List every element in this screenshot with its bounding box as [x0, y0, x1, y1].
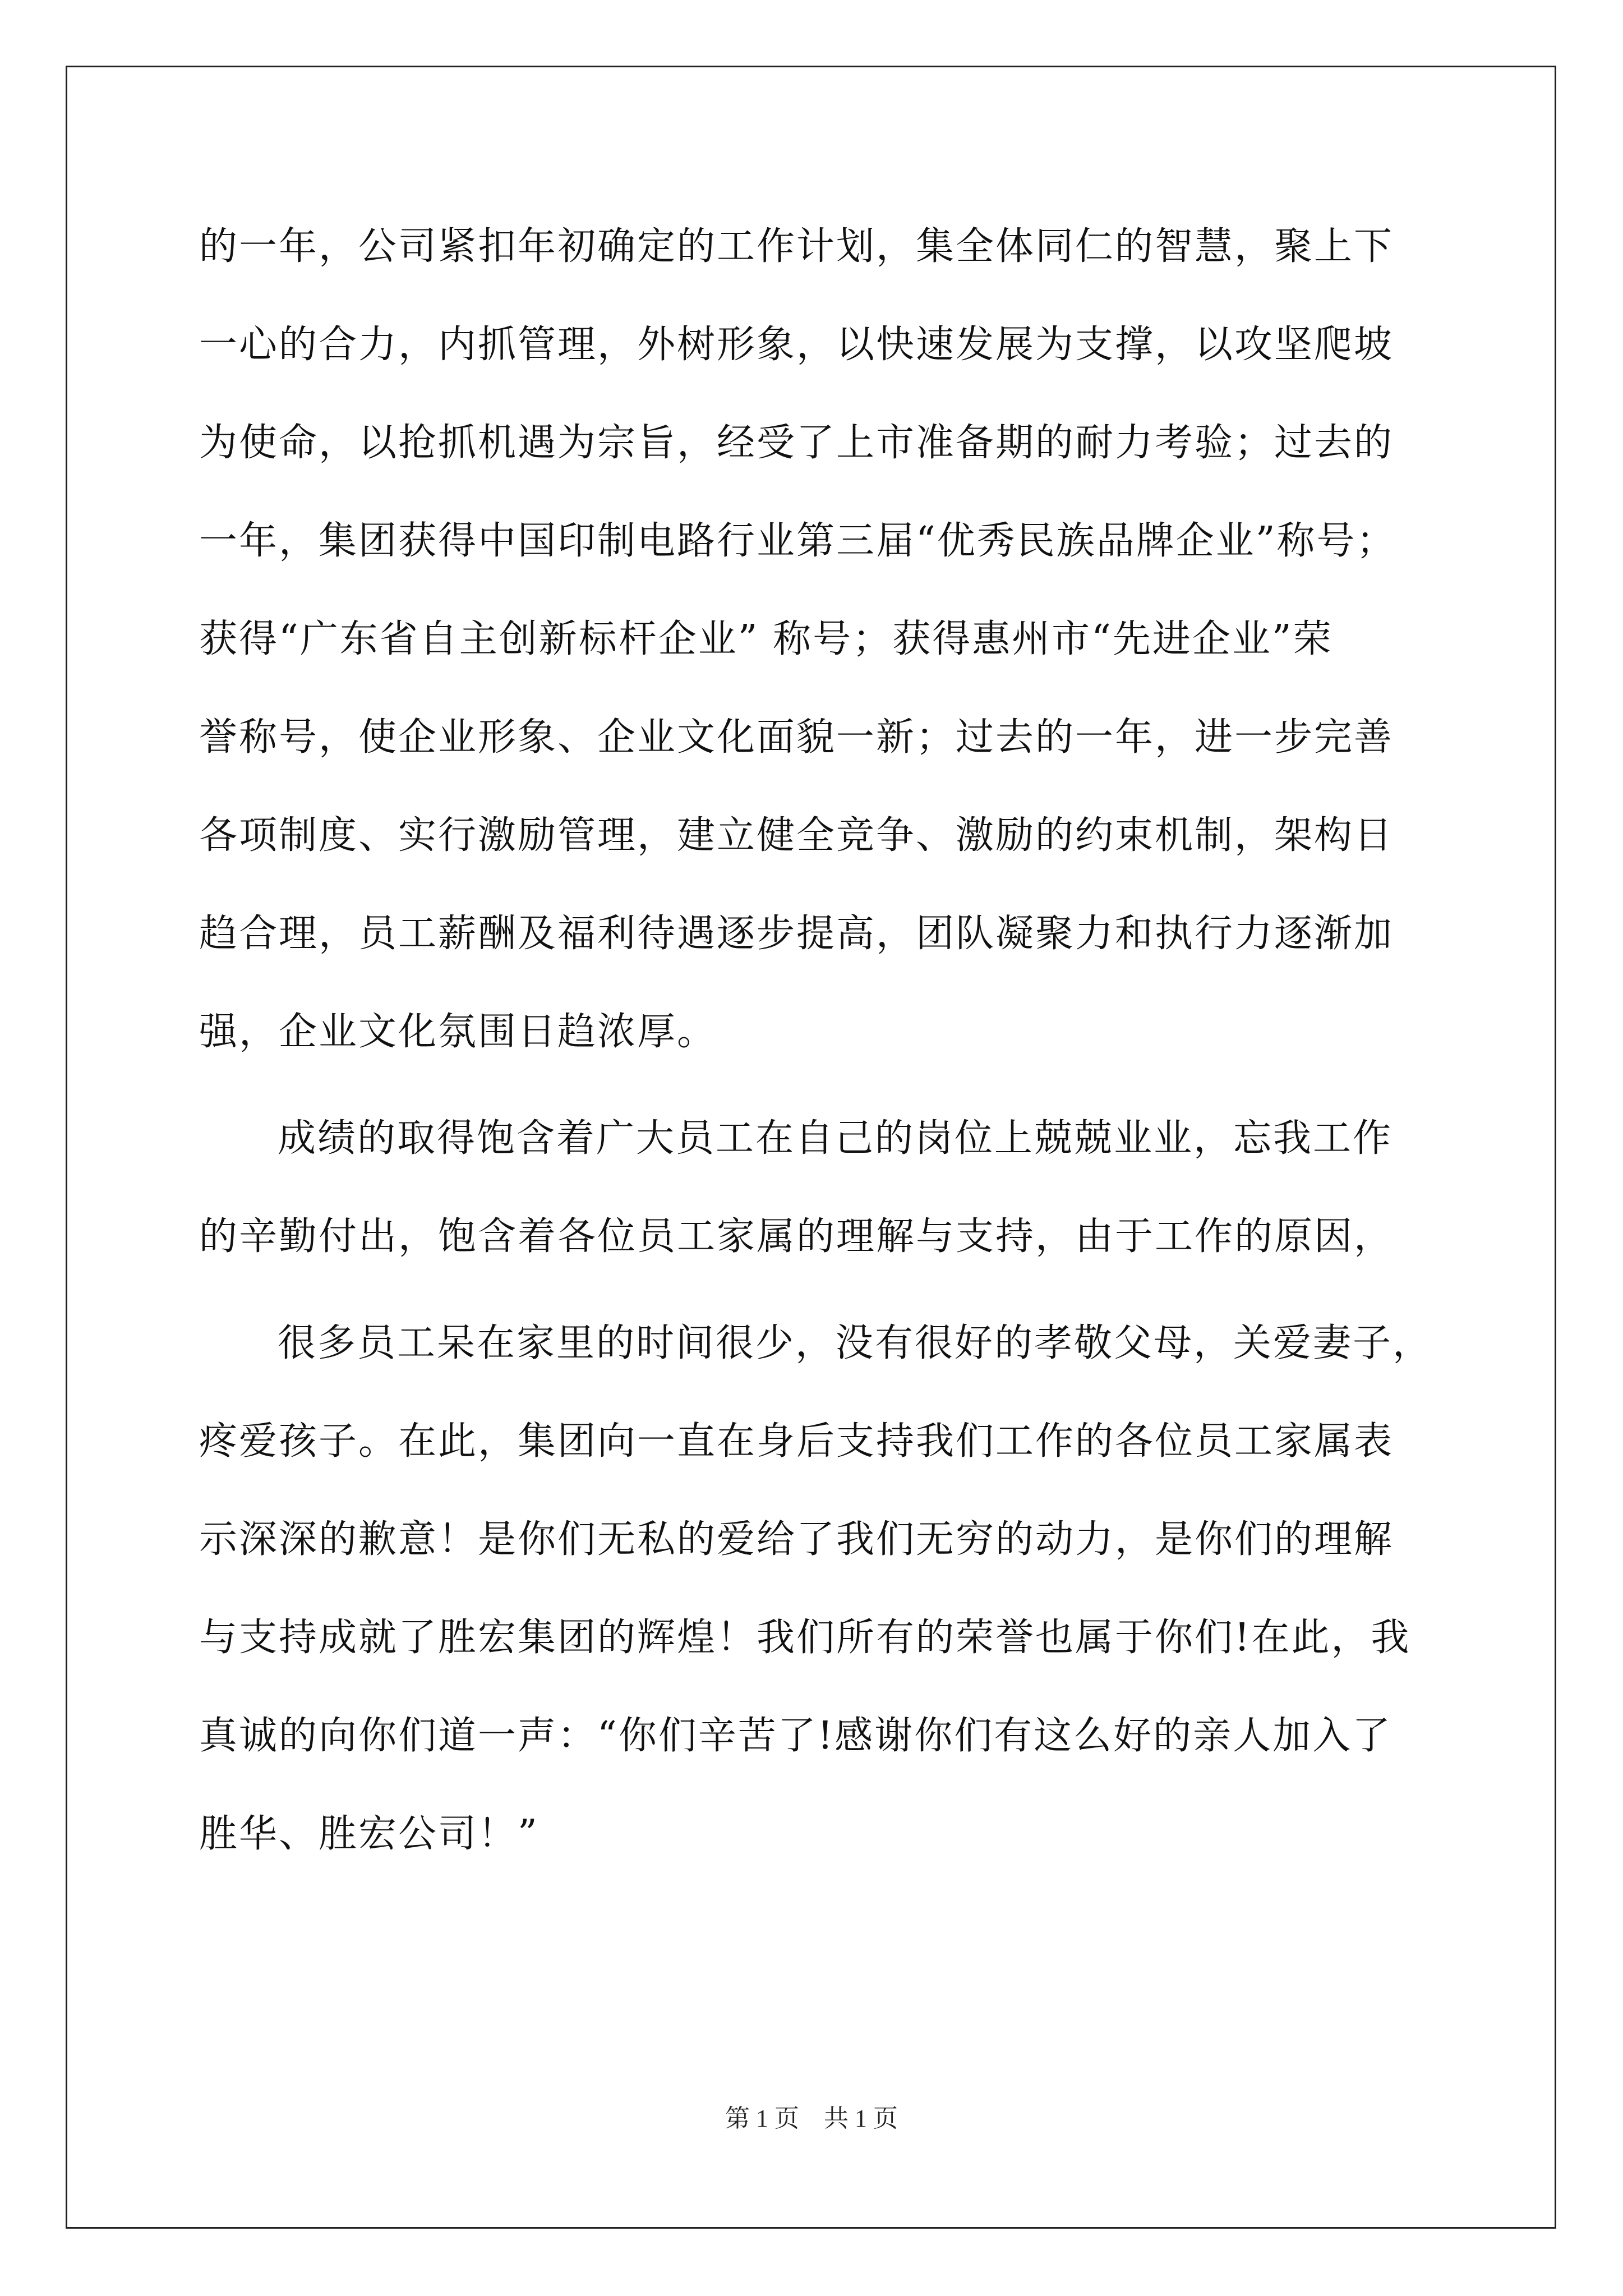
page-number-footer: 第 1 页 共 1 页	[725, 2105, 898, 2132]
text-line: 的辛勤付出，饱含着各位员工家属的理解与支持，由于工作的原因，	[199, 1214, 1394, 1259]
paragraph-first-line: 很多员工呆在家里的时间很少，没有很好的孝敬父母，关爱妻子，	[278, 1321, 1433, 1365]
text-line: 与支持成就了胜宏集团的辉煌！我们所有的荣誉也属于你们!在此，我	[199, 1616, 1411, 1660]
text-line: 获得“广东省自主创新标杆企业” 称号；获得惠州市“先进企业”荣	[199, 617, 1333, 661]
text-line: 趋合理，员工薪酬及福利待遇逐步提高，团队凝聚力和执行力逐渐加	[199, 912, 1394, 956]
paragraph-first-line: 成绩的取得饱含着广大员工在自己的岗位上兢兢业业，忘我工作	[278, 1116, 1393, 1161]
text-line: 各项制度、实行激励管理，建立健全竞争、激励的约束机制，架构日	[199, 813, 1394, 858]
text-line: 强，企业文化氛围日趋浓厚。	[199, 1010, 717, 1054]
text-line: 一心的合力，内抓管理，外树形象，以快速发展为支撑，以攻坚爬坡	[199, 323, 1394, 367]
text-line: 疼爱孩子。在此，集团向一直在身后支持我们工作的各位员工家属表	[199, 1419, 1394, 1464]
text-line: 示深深的歉意！是你们无私的爱给了我们无穷的动力，是你们的理解	[199, 1517, 1394, 1562]
text-line: 的一年，公司紧扣年初确定的工作计划，集全体同仁的智慧，聚上下	[199, 224, 1394, 269]
text-line: 胜华、胜宏公司！”	[199, 1812, 539, 1856]
text-line: 誉称号，使企业形象、企业文化面貌一新；过去的一年，进一步完善	[199, 715, 1394, 760]
text-line: 为使命，以抢抓机遇为宗旨，经受了上市准备期的耐力考验；过去的	[199, 421, 1394, 465]
text-line: 真诚的向你们道一声：“你们辛苦了!感谢你们有这么好的亲人加入了	[199, 1714, 1393, 1758]
text-line: 一年，集团获得中国印制电路行业第三届“优秀民族品牌企业”称号；	[199, 519, 1396, 563]
